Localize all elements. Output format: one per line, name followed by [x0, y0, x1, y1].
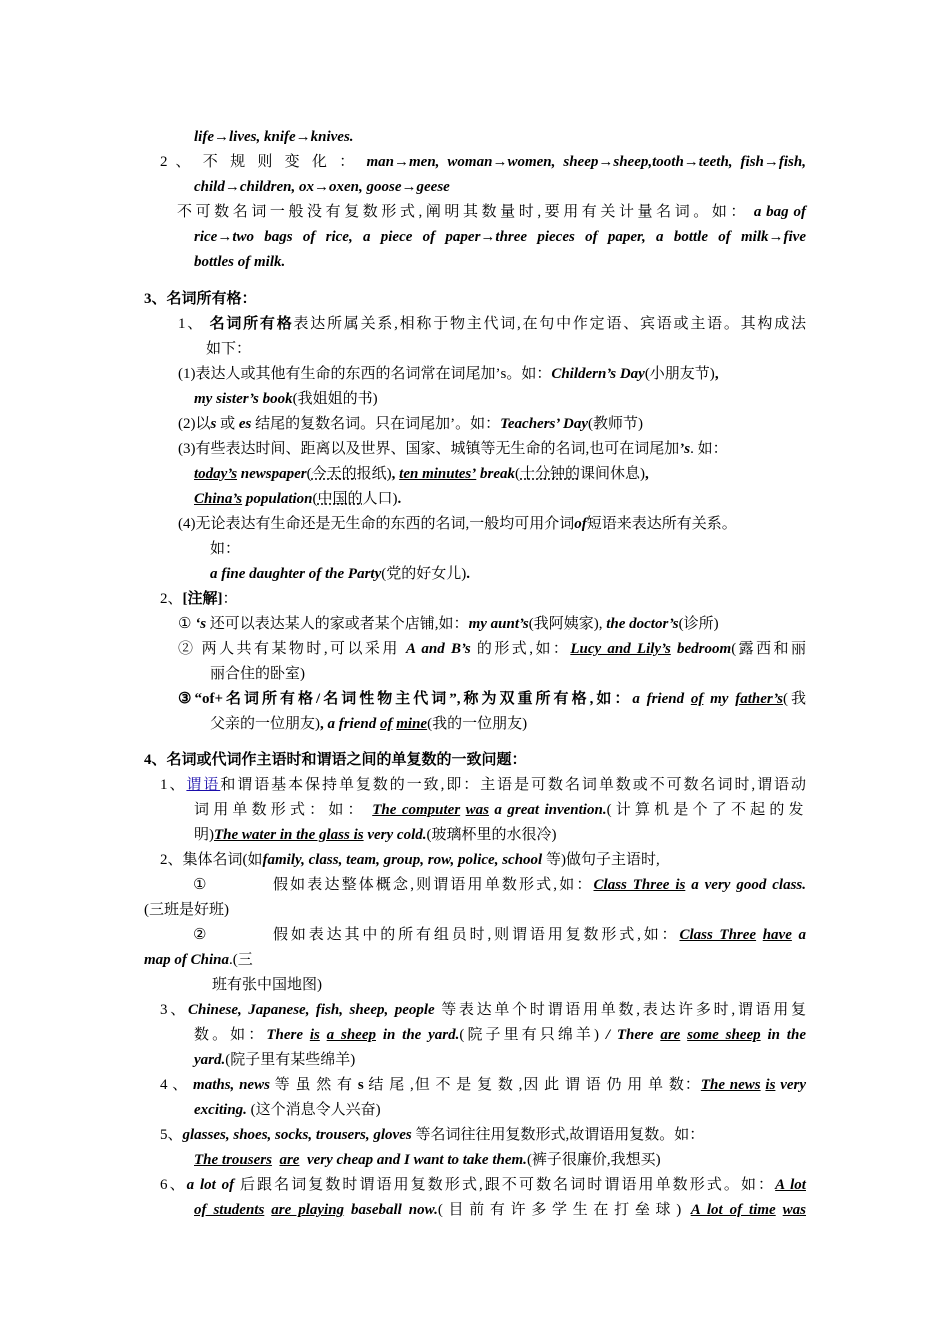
text-line [178, 437, 728, 461]
body-text: 不可数名词一般没有复数形式,阐明其数量时,要用有关计量名词。如： [177, 204, 750, 220]
example-text: some sheep [687, 1027, 761, 1043]
example-text: a lot of [186, 1177, 235, 1193]
translation: 人口) [362, 491, 398, 507]
term: s [210, 416, 217, 432]
translation: (玻璃杯里的水很冷) [426, 827, 557, 843]
body-text: 结尾的复数名词。只在词尾加’。如： [255, 416, 501, 432]
text-line [194, 798, 806, 822]
punct: , [320, 716, 324, 732]
example-text: The news [700, 1077, 761, 1093]
text-line [194, 125, 354, 149]
translation: (诊所) [678, 616, 719, 632]
example-text: The trousers [194, 1152, 272, 1168]
punct: , [714, 366, 719, 382]
body-text: 数。如： [194, 1027, 267, 1043]
list-item-notes [160, 587, 238, 611]
punct: . [397, 491, 402, 507]
example-text: mine [396, 716, 428, 732]
translation: (这个消息令人兴奋) [250, 1102, 381, 1118]
example-text: exciting. [194, 1102, 247, 1118]
text-line [210, 562, 470, 586]
item-label: 2 、 不 规 则 变 化 ： [160, 154, 359, 170]
body-text: (2)以 [178, 416, 211, 432]
text-line [178, 687, 806, 711]
example-text: Class Three [679, 927, 757, 943]
text-line [194, 225, 806, 249]
example-text: The water in the glass is [214, 827, 364, 843]
term: ‘s [195, 616, 207, 632]
body-text: ③“of+名词所有格/名词性物主代词”,称为双重所有格,如： [178, 691, 633, 707]
translation: (院子里有只绵羊) [459, 1027, 599, 1043]
example-text: A and B’s [406, 641, 471, 657]
section-heading-agreement [144, 748, 527, 772]
item-label: ① [178, 616, 192, 632]
body-text: 如： [210, 541, 241, 557]
body-text: 词用单数形式：如： [194, 802, 367, 818]
text-line [210, 712, 527, 736]
example-text: Childern’s Day [551, 366, 645, 382]
item-label: 4 、 [160, 1077, 189, 1093]
text-line [178, 637, 806, 661]
body-text: 等表达单个时谓语用单数,表达许多时,谓语用复 [441, 1002, 806, 1018]
body-text: (1)表达人或其他有生命的东西的名词常在词尾加’s。如： [178, 366, 552, 382]
heading-text: 3、名词所有格： [144, 291, 257, 307]
term: 名词所有格 [209, 316, 294, 332]
text-line [178, 512, 737, 536]
example-text: bedroom [677, 641, 732, 657]
translation: .(三 [229, 952, 253, 968]
heading-text: 4、名词或代词作主语时和谓语之间的单复数的一致问题： [144, 752, 527, 768]
example-text: break [480, 466, 516, 482]
item-label: ① [193, 877, 207, 893]
example-text: There [266, 1027, 303, 1043]
example-text: A lot [775, 1177, 806, 1193]
list-item [160, 998, 806, 1022]
translation: (院子里有某些绵羊) [225, 1052, 356, 1068]
example-text: Chinese, Japanese, fish, sheep, people [187, 1002, 435, 1018]
text-line [194, 1198, 806, 1222]
example-text: a fine daughter of the Party [210, 566, 382, 582]
example-text: a friend [327, 716, 377, 732]
text-line [194, 1098, 381, 1122]
punct: , [645, 466, 649, 482]
text-line [178, 362, 719, 386]
example-text: of [380, 716, 393, 732]
example-text: family, class, team, group, row, police, school [262, 852, 543, 868]
example-text: in the yard. [382, 1027, 460, 1043]
body-text: 表达所属关系,相称于物主代词,在句中作定语、宾语或主语。其构成法 [293, 316, 806, 332]
text-line [206, 337, 251, 361]
example-text: rice→two bags of rice, a piece of paper→three pieces of paper, a bottle of milk→five [194, 229, 806, 245]
example-text: of students [194, 1202, 265, 1218]
punct: ( [306, 466, 312, 482]
example-text: baseball now. [351, 1202, 438, 1218]
example-text: Lucy and Lily’s [570, 641, 671, 657]
translation: (我 [783, 691, 807, 707]
body-text: 等名词往往用复数形式,故谓语用复数。如： [415, 1127, 705, 1143]
example-text: today’s [194, 466, 238, 482]
translation: (三班是好班) [144, 902, 229, 918]
text-line [193, 873, 206, 897]
body-text: 2、集体名词(如 [160, 852, 263, 868]
example-text: my [710, 691, 729, 707]
item-label: 2、 [160, 591, 183, 607]
example-text: the doctor’s [606, 616, 679, 632]
example-text: China’s [194, 491, 243, 507]
example-text: in the [767, 1027, 806, 1043]
item-label: 3、 [160, 1002, 188, 1018]
translation: 报纸) [356, 466, 392, 482]
item-label: 5、 [160, 1127, 183, 1143]
text-line [210, 662, 305, 686]
body-text: 后跟名词复数时谓语用复数形式,跟不可数名词时谓语用单数形式。如： [239, 1177, 776, 1193]
translation: 班有张中国地图) [212, 977, 322, 993]
term: s [357, 1077, 364, 1093]
example-text: newspaper [240, 466, 307, 482]
example-text: yard. [194, 1052, 226, 1068]
text-line [194, 387, 378, 411]
example-text: are [660, 1027, 681, 1043]
translation: 丽合住的卧室) [210, 666, 305, 682]
list-item [160, 1173, 806, 1197]
body-text: 等)做句子主语时, [545, 852, 660, 868]
text-line [194, 175, 450, 199]
example-text: population [245, 491, 313, 507]
body-text: 的形式,如： [476, 641, 571, 657]
list-item [178, 312, 806, 336]
text-line [194, 487, 401, 511]
punct: . [466, 566, 470, 582]
example-text: a great invention. [494, 802, 607, 818]
example-text: very cold. [367, 827, 427, 843]
example-text: man→men, woman→women, sheep→sheep,tooth→teeth, fish→fish, [366, 154, 806, 170]
term: ’s [679, 441, 691, 457]
body-text: 等 虽 然 有 [274, 1077, 354, 1093]
translation: 父亲的一位朋友) [210, 716, 320, 732]
text-line [193, 923, 206, 947]
translation: 明) [194, 827, 214, 843]
item-label: ② [193, 927, 207, 943]
text-line [194, 1023, 806, 1047]
translation: (我姐姐的书) [292, 391, 378, 407]
example-text: ten minutes’ [399, 466, 477, 482]
item-label: 6、 [160, 1177, 187, 1193]
text-line [194, 823, 557, 847]
body-text: 短语来表达所有关系。 [586, 516, 737, 532]
example-text: are [279, 1152, 300, 1168]
translation: (计算机是个了不起的发 [606, 802, 807, 818]
translation: 中国的 [317, 491, 363, 507]
text-line [177, 200, 806, 224]
example-text: glasses, shoes, socks, trousers, gloves [182, 1127, 412, 1143]
body-text: (4)无论表达有生命还是无生命的东西的名词,一般均可用介词 [178, 516, 575, 532]
translation: (党的好女儿) [381, 566, 467, 582]
text-line [273, 873, 806, 897]
text-line [194, 1048, 355, 1072]
section-heading-possessive [144, 287, 257, 311]
text-line [194, 250, 285, 274]
punct: , [598, 616, 603, 632]
body-text: 还可以表达某人的家或者某个店铺,如： [209, 616, 469, 632]
translation: (小朋友节) [644, 366, 715, 382]
translation: 十分钟的 [520, 466, 581, 482]
punct: ： [222, 591, 238, 607]
body-text: 假如表达整体概念,则谓语用单数形式,如： [273, 877, 594, 893]
translation: (目前有许多学生在打垒球) [437, 1202, 684, 1218]
item-label: 1、 [178, 316, 205, 332]
example-text: maths, news [193, 1077, 270, 1093]
example-text: child→children, ox→oxen, goose→geese [194, 179, 450, 195]
example-text: is [309, 1027, 320, 1043]
body-text: . 如： [690, 441, 728, 457]
text-line [194, 1148, 661, 1172]
text-line [144, 898, 229, 922]
translation: (教师节) [588, 416, 644, 432]
text-line [178, 412, 643, 436]
list-item [160, 1073, 806, 1097]
example-text: was [782, 1202, 807, 1218]
list-item-irregular-plural [160, 150, 806, 174]
example-text: of [690, 691, 704, 707]
example-text: very cheap and I want to take them. [306, 1152, 527, 1168]
example-text: The computer [372, 802, 461, 818]
text-line [273, 923, 806, 947]
example-text: Class Three is [593, 877, 686, 893]
body-text: 或 [220, 416, 236, 432]
translation: 课间休息) [580, 466, 646, 482]
example-text: a bag of [753, 204, 806, 220]
term-link[interactable]: 谓语 [186, 777, 221, 793]
example-text: Teachers’ Day [500, 416, 589, 432]
example-text: my sister’s book [194, 391, 293, 407]
example-text: are playing [271, 1202, 345, 1218]
punct: ( [515, 466, 521, 482]
translation: 今天的 [311, 466, 357, 482]
example-text: life→lives, knife→knives. [194, 129, 354, 145]
example-text: map of China [144, 952, 230, 968]
text-line [178, 612, 719, 636]
body-text: 如下： [206, 341, 252, 357]
translation: (我阿姨家) [528, 616, 599, 632]
example-text: is [765, 1077, 776, 1093]
example-text: very [780, 1077, 806, 1093]
example-text: was [465, 802, 489, 818]
text-line [210, 537, 240, 561]
body-text: ② 两人共有某物时,可以采用 [178, 641, 400, 657]
example-text: bottles of milk. [194, 254, 286, 270]
term: es [238, 416, 252, 432]
translation: (我的一位朋友) [427, 716, 528, 732]
translation: (露西和丽 [731, 641, 806, 657]
list-item [160, 773, 806, 797]
example-text: father’s [735, 691, 784, 707]
example-text: A lot of time [690, 1202, 776, 1218]
translation: (裤子很廉价,我想买) [526, 1152, 661, 1168]
example-text: a sheep [326, 1027, 376, 1043]
example-text: have [762, 927, 792, 943]
punct: ( [312, 491, 318, 507]
list-item [160, 1123, 704, 1147]
body-text: 和谓语基本保持单复数的一致,即：主语是可数名词单数或不可数名词时,谓语动 [220, 777, 806, 793]
example-text: a friend [632, 691, 685, 707]
body-text: 假如表达其中的所有组员时,则谓语用复数形式,如： [273, 927, 680, 943]
example-text: my aunt’s [468, 616, 529, 632]
punct: , [391, 466, 396, 482]
text-line [194, 462, 649, 486]
body-text: (3)有些表达时间、距离以及世界、国家、城镇等无生命的名词,也可在词尾加 [178, 441, 680, 457]
example-text: a very good class. [691, 877, 806, 893]
example-text: / There [605, 1027, 654, 1043]
term: of [574, 516, 587, 532]
text-line [144, 948, 253, 972]
item-label: 1、 [160, 777, 187, 793]
body-text: 结 尾 ,但 不 是 复 数 ,因 此 谓 语 仍 用 单 数： [368, 1077, 701, 1093]
list-item [160, 848, 660, 872]
text-line [212, 973, 322, 997]
notes-label: [注解] [182, 591, 223, 607]
example-text: a [798, 927, 806, 943]
